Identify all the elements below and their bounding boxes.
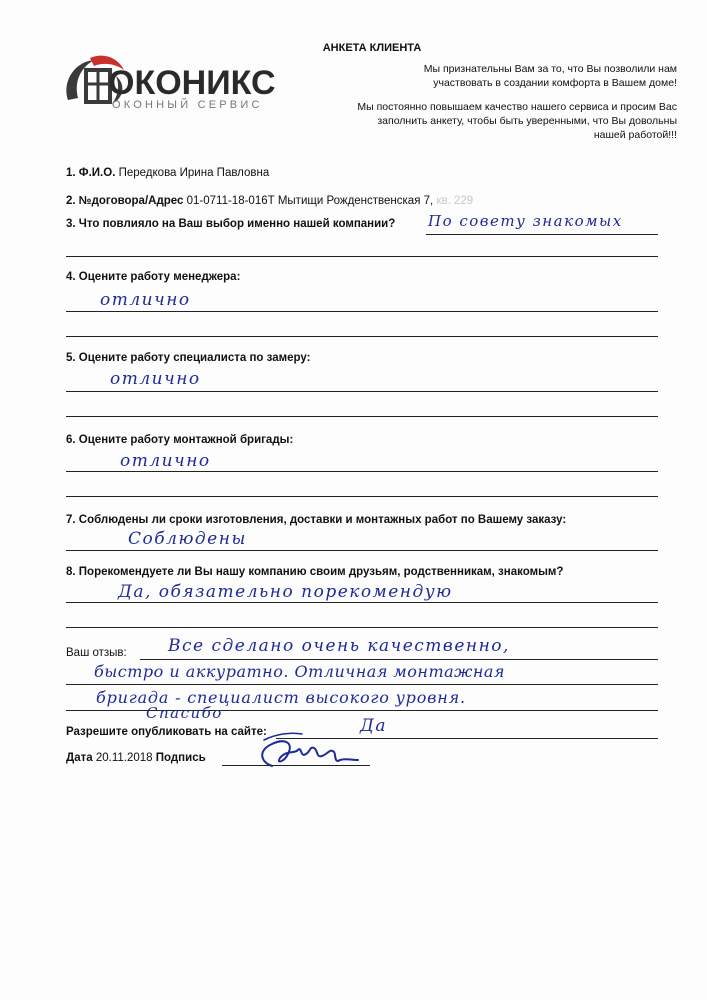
q1-row	[66, 167, 269, 179]
date-label: Дата	[66, 752, 93, 764]
q4-line-1	[66, 311, 658, 312]
q2-label: 2. №договора/Адрес	[66, 195, 184, 207]
q7-line	[66, 550, 658, 551]
q3-handwritten-answer: По совету знакомых	[428, 212, 623, 230]
q2-value: 01-0711-18-016Т Мытищи Рожденственская 7,	[186, 195, 434, 207]
intro-paragraph-2: Мы постоянно повышаем качество нашего сервиса и просим Вас заполнить анкету, чтобы быть уверенными, что Вы довольны нашей работой!!!	[357, 101, 677, 141]
review-rule-1	[140, 659, 658, 660]
q5-line-1	[66, 391, 658, 392]
intro-paragraph-1: Мы признательны Вам за то, что Вы позволили нам участвовать в создании комфорта в Вашем доме!	[423, 63, 677, 89]
review-line-1: Все сделано очень качественно,	[168, 636, 510, 656]
publish-label: Разрешите опубликовать на сайте:	[66, 726, 267, 738]
q2-faded-apartment: кв. 229	[436, 195, 474, 207]
q5-handwritten-answer: отлично	[110, 369, 201, 389]
q4-label: 4. Оцените работу менеджера:	[66, 271, 241, 283]
q4-handwritten-answer: отлично	[100, 290, 191, 310]
q5-label: 5. Оцените работу специалиста по замеру:	[66, 352, 311, 364]
q1-label: 1. Ф.И.О.	[66, 167, 116, 179]
q7-handwritten-answer: Соблюдены	[128, 529, 247, 549]
logo-tagline: ОКОННЫЙ СЕРВИС	[112, 99, 263, 111]
date-row	[66, 752, 206, 764]
review-rule-2	[66, 684, 658, 685]
q6-line-1	[66, 471, 658, 472]
logo-wordmark: ОКОНИКС	[108, 64, 276, 102]
handwritten-signature	[250, 730, 360, 770]
q6-line-2	[66, 496, 658, 497]
q2-row	[66, 195, 473, 207]
q8-line-2	[66, 627, 658, 628]
q5-line-2	[66, 416, 658, 417]
q6-label: 6. Оцените работу монтажной бригады:	[66, 434, 294, 446]
q6-handwritten-answer: отлично	[120, 451, 211, 471]
signature-label: Подпись	[155, 752, 206, 764]
q1-value: Передкова Ирина Павловна	[118, 167, 270, 179]
q3-extra-line	[66, 256, 658, 257]
q4-line-2	[66, 336, 658, 337]
q8-line-1	[66, 602, 658, 603]
publish-handwritten-answer: Да	[360, 716, 387, 736]
review-line-2: быстро и аккуратно. Отличная монтажная	[94, 662, 506, 681]
q7-label: 7. Соблюдены ли сроки изготовления, доставки и монтажных работ по Вашему заказу:	[66, 514, 567, 526]
q3-label: 3. Что повлияло на Ваш выбор именно нашей компании?	[66, 218, 396, 230]
q8-handwritten-answer: Да, обязательно порекомендую	[118, 582, 453, 602]
q3-answer-line	[426, 234, 658, 235]
form-title: АНКЕТА КЛИЕНТА	[322, 42, 422, 54]
review-label: Ваш отзыв:	[66, 647, 127, 659]
review-line-4: Спасибо	[146, 704, 223, 722]
date-value: 20.11.2018	[95, 752, 153, 764]
q8-label: 8. Порекомендуете ли Вы нашу компанию своим друзьям, родственникам, знакомым?	[66, 566, 564, 578]
review-line-3: бригада - специалист высокого уровня.	[96, 688, 466, 707]
